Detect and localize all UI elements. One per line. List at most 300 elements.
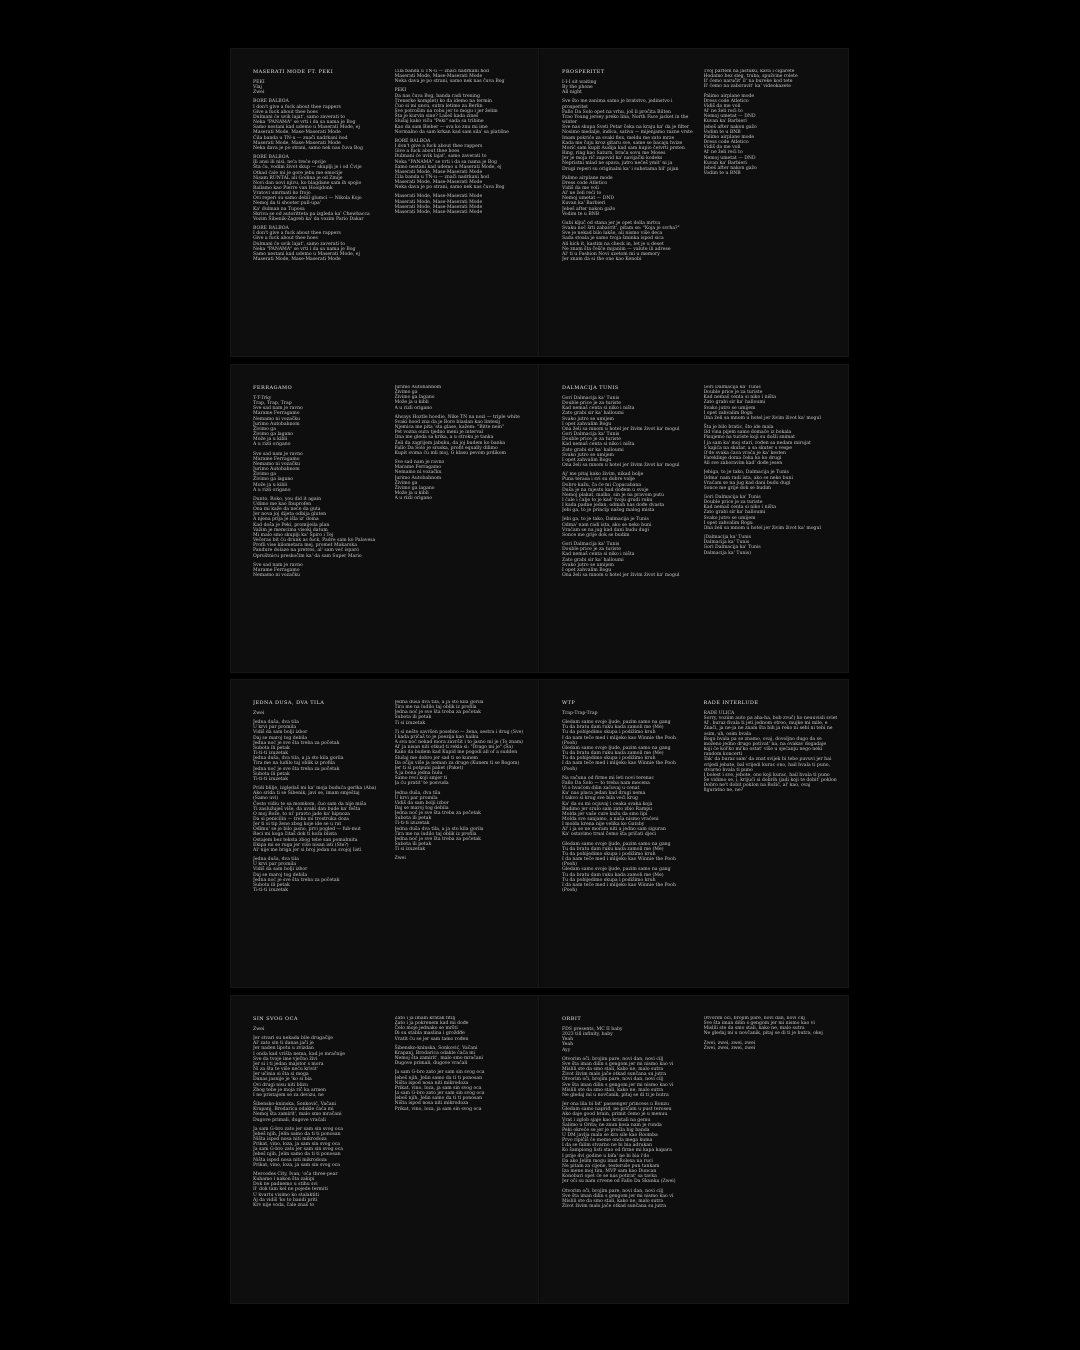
lyric-line: Šalimo u Orita; ne znun kosa nam je runda xyxy=(562,1122,662,1128)
lyric-line: Ali kick it, kastim na check in, let je u deset xyxy=(562,241,664,247)
lyric-line: Odma' nam radi ista, ako se neko buni xyxy=(703,475,793,481)
lyric-line: Dress code Atletico xyxy=(703,140,749,146)
lyric-line: Gori Dalmacija ka' Tunis xyxy=(703,494,761,500)
lyric-line: Give a fuck about thee hoes xyxy=(253,109,318,115)
lyric-line: Trap, Trap, Trap xyxy=(253,401,292,407)
lyrics-stanza xyxy=(253,155,387,222)
lyric-line: Double price je za turiste xyxy=(703,390,763,396)
lyric-line: Šta je kurvin sine? Lašeš kada zineš xyxy=(394,114,479,120)
lyric-line: Mercedes City, Ivan, 'oča three-pear xyxy=(253,1171,338,1177)
lyric-line: Tu da pobijedimo skupa i podižimo kruh xyxy=(562,851,656,857)
lyric-line: U krvi par promila xyxy=(253,725,297,731)
lyric-line: Šibensko-kninska, Sonković, Vačani xyxy=(394,1045,478,1051)
lyric-line: Tu da pobijedimo skupa i podižimo kruh xyxy=(562,877,656,883)
lyrics-stanza xyxy=(704,495,838,531)
lyric-line: Ona mi kaže da neće da guta xyxy=(253,507,321,513)
lyrics-stanza xyxy=(253,563,387,578)
lyric-line: Na računa od firme mi leti novi terenac xyxy=(562,775,655,781)
song-title: WTP xyxy=(562,700,576,706)
lyric-line: Ostajem bez teksta zbog tebe san pomahnita xyxy=(253,837,358,843)
lyric-line: vrijedi jebate, bal vrijedi kurac ono, hail hvala ti puno, xyxy=(703,762,830,768)
lyric-line: Nemamo ni vozačku xyxy=(253,573,301,578)
lyric-line: Jebi ga, to je tako, Dalmacija je Tunis xyxy=(562,517,649,523)
lyric-line: Hodamo bez sleg, truba, spužvine rolete xyxy=(703,74,798,80)
lyrics-column xyxy=(395,69,529,352)
lyrics-stanza xyxy=(704,711,838,794)
booklet-page-right xyxy=(539,49,847,356)
lyrics-stanza xyxy=(253,80,387,95)
lyrics-stanza xyxy=(562,711,696,716)
lyric-line: Maserati Mode, Mase-Maserati Mode xyxy=(253,257,341,262)
lyric-line: Jebeš after nakon gažo xyxy=(703,165,757,171)
lyric-line: Neka "PANAMA" se vrti i da sa nama je Bog xyxy=(253,120,356,126)
lyric-line: I ne pristajem se za devizu, ne xyxy=(253,1092,324,1098)
lyric-line: Otvorim oči, brojim pare, novi dan, novi cilj xyxy=(562,1077,664,1083)
lyric-line: Vidiš da me voli xyxy=(562,185,599,191)
lyrics-stanza xyxy=(562,176,696,217)
lyric-line: Želi da zagrijem jabuku, da joj budem ko banka xyxy=(394,440,506,446)
lyric-line: Jer ti si potpuni paket (Paket) xyxy=(394,765,464,771)
lyric-line: U krvi par promila xyxy=(253,862,297,868)
lyric-line: Nisam RUNTAL ali Godina je od Zmije xyxy=(253,175,343,181)
lyric-line: Neka "PANAMA" se vrti i da sa nama je Bog xyxy=(253,246,356,252)
lyric-line: Prvo ripičiš će meme onda mega kuma xyxy=(562,1138,653,1144)
lyric-line: Fallo Da Solo je sruska, profit equally dilimo xyxy=(394,445,498,451)
lyric-line: S kajića na skutar, a sa skuter s vespe xyxy=(703,445,792,451)
lyric-line: (Samo uvi) xyxy=(253,796,279,802)
lyric-line: Še vidimo se, i, krijući si dobrih (jadi koji te dobit' poklon xyxy=(703,778,837,784)
lyric-line: Marame Ferragamo xyxy=(253,456,300,462)
lyrics-column xyxy=(253,1016,387,1299)
lyric-line: Može ja u kibli xyxy=(253,482,288,488)
lyric-line: BORE BALBOA xyxy=(253,99,289,105)
lyric-line: Kako da budem kad Kupid me pogodi all of a sudden xyxy=(394,750,518,756)
lyric-line: I prije dvi godine u bifa' ne bi bia i'do xyxy=(562,1153,650,1159)
lyric-line: Jurimo Autobahnom xyxy=(253,421,300,427)
lyric-line: Ja ću pratit' te posvuda xyxy=(394,781,449,787)
lyrics-stanza xyxy=(395,194,529,215)
lyric-line: Ja sam G-bro zato jer sam sin svog oca xyxy=(394,1091,485,1097)
lyric-line: Da nas čuva Bog, banda radi trening xyxy=(394,93,480,99)
lyric-line: prosperitet xyxy=(562,104,588,110)
lyric-line: I onda kad vrišla nema, kad je mračnije xyxy=(253,1051,346,1057)
lyric-line: Vratovi umrmati ko frojo xyxy=(253,191,311,197)
song-title: PROSPERITET xyxy=(562,69,605,75)
lyric-line: A njena prija je išla iz' doma xyxy=(253,517,319,523)
lyric-line: Sonce me grije dok se budim xyxy=(703,485,772,491)
lyric-line: A ja bona jedna hulu xyxy=(394,771,443,777)
booklet-spread xyxy=(231,365,848,672)
lyrics-stanza xyxy=(562,99,696,171)
song-title: ORBIT xyxy=(562,1016,582,1022)
lyric-line: Zwei xyxy=(253,90,265,96)
lyric-line: Mislili ste da smo stali, kako ne, malo sutra xyxy=(562,1067,664,1073)
lyrics-stanza xyxy=(562,720,696,772)
lyric-line: Zwei, zwei, zwei, zwei xyxy=(703,1040,756,1046)
lyric-line: Slušaj me dobro jer sad ti se kunem xyxy=(394,755,479,761)
lyric-line: Double price je za turiste xyxy=(703,500,763,506)
booklet-spread xyxy=(231,996,848,1303)
lyric-line: Al' ne želi reći to xyxy=(562,191,602,197)
lyric-line: Neka dava je po strani, samo nek nas čuva Bog xyxy=(394,185,505,191)
lyric-line: T-T-Trky xyxy=(253,396,272,401)
lyric-line: Il' ćemo naručit' il' na burekе kod tete xyxy=(703,79,793,85)
lyric-line: Šibensko-kninska, Sonković, Vačani xyxy=(253,1102,337,1108)
lyric-line: Nemamo ni vozačku xyxy=(394,470,442,476)
lyrics-stanza xyxy=(562,80,696,95)
lyric-line: Odma' nam radi ista, ako se neko buni xyxy=(562,522,652,528)
lyric-line: Vraćam se na jug kad dani budu dugi xyxy=(703,480,791,486)
lyric-line: Prikat, vino, loza, ja sam sin svog oca xyxy=(253,1142,341,1148)
lyric-line: Živimo ga lagano xyxy=(253,477,294,483)
lyric-line: Sve šta iman dilin s gengom jer mi nismo kao vi xyxy=(703,1021,815,1027)
lyrics-column xyxy=(395,700,529,983)
lyric-line: Il' ćemo na zaboravit' ka' videokazete xyxy=(703,84,791,90)
lyrics-stanza xyxy=(704,385,838,421)
lyric-line: Zato i ja imam kratak fitilj xyxy=(394,1016,456,1021)
lyric-line: Nemoj šta zamirit', malo smo mračani xyxy=(394,1056,484,1062)
lyric-line: Živimo ga xyxy=(253,426,276,432)
lyric-line: Svaki hood zna da je Bore blaslan kao lintesij xyxy=(394,419,501,425)
lyric-line: Sve potrošim na robu jer to mogu i jer želim xyxy=(394,109,498,115)
lyric-line: Fallo Da Solo — to treba nam mecena xyxy=(562,780,650,786)
lyric-line: Jedna noć je sve šta treba za početak xyxy=(394,811,481,817)
lyric-line: Kad doša je Peki, promijeila plan xyxy=(253,522,330,528)
lyric-line: Važim je memcima visoki datum xyxy=(253,527,328,533)
lyrics-column xyxy=(704,700,838,983)
lyric-line: U kvartu visimo ko stalaktiti xyxy=(253,1192,319,1198)
lyric-line: Gubi ključ od stana jer je opet dolla mrtva xyxy=(562,220,661,226)
lyric-line: Gledam samo napriđ, ne pričam u pust teroseu xyxy=(562,1107,672,1113)
lyric-line: Subota ili petak xyxy=(394,816,432,822)
booklet-page-left xyxy=(231,365,539,672)
lyric-line: Al' zato sin ti danas jači je xyxy=(253,1041,314,1047)
lyric-line: Ćila banda u TN-u — znači nadrkani hod xyxy=(394,69,489,74)
lyric-line: Jer stvari su nekada bile drugačije xyxy=(253,1036,334,1042)
lyrics-stanza xyxy=(704,535,838,556)
lyric-line: Subota ili petak xyxy=(394,842,432,848)
lyrics-stanza xyxy=(253,452,387,493)
lyric-line: Svako jutro se umijem xyxy=(562,562,614,568)
lyric-line: Krapanj, Brodarica odakle ćaća mi xyxy=(253,1107,334,1113)
lyric-line: Vlaj xyxy=(253,85,262,91)
lyric-line: Kad nemaš centa si niko i ništa xyxy=(703,505,776,511)
lyric-line: Double price je za turiste xyxy=(562,547,621,553)
lyric-line: Otkad ćale mi je gore jebu me emocije xyxy=(253,170,343,176)
lyric-line: Čelo moje jednako se mrští xyxy=(394,1026,458,1032)
lyric-line: I-I-I sit waiting xyxy=(562,80,597,85)
lyric-line: Prikat, vino, loza, ja sam sin svog oca xyxy=(394,1106,482,1112)
lyric-line: (Pooh) xyxy=(562,740,577,746)
lyric-line: Marame Ferragamo xyxy=(253,411,300,417)
lyrics-stanza xyxy=(704,470,838,491)
lyric-line: Ballamo kao Pierre van Hooijdonk xyxy=(253,185,333,191)
lyric-line: Zato grabi sir ka' halloumi xyxy=(703,510,766,516)
lyric-line: Sve šta iman dilin s gengom jer mi nismo kao vi xyxy=(562,1082,674,1088)
lyric-line: Jebiga, to je tako, Dalmacija je Tunis xyxy=(703,470,789,476)
lyric-line: Može ja u kibli xyxy=(394,490,429,496)
lyric-line: Maserati Mode, Mase-Maserati Mode xyxy=(394,74,483,80)
lyric-line: Al' ja nisan niti otkud ti rekla si: "Drago mi je" (Ša) xyxy=(394,745,513,751)
lyric-line: Jebeš njih, Jelin samo da ti ti ponosan xyxy=(253,1152,341,1158)
lyric-line: Il' dok tam kel ne pojede termiti xyxy=(253,1187,328,1193)
lyric-line: Živimo ga lagano xyxy=(394,395,435,401)
lyric-line: Kao da sam Bieber — sva ko znu mi ime xyxy=(394,124,488,130)
lyric-line: Ćila banda u TN-u — znači nadrkani hod xyxy=(394,174,489,180)
lyric-line: Ka' da su mi ocjuvaj i ceaka svaka koja xyxy=(562,801,653,807)
lyric-line: Vidiš da me voli xyxy=(703,103,741,109)
lyrics-stanza xyxy=(253,1127,387,1168)
lyric-line: Sonce me grije dok se budim xyxy=(562,532,630,538)
lyric-line: Jer je moja rič zapovid ka' navijački kodeks xyxy=(562,156,663,162)
lyrics-column xyxy=(395,1016,529,1299)
lyric-line: Dalmacija ka' Tunis) xyxy=(703,550,751,556)
lyric-line: Tvoj parfem na jastuku, kava i cigarete xyxy=(703,69,795,74)
lyric-line: Fareklinje doma čeka ko ko drugi xyxy=(703,456,782,462)
lyric-line: Subota ili petak xyxy=(253,745,290,751)
lyric-line: PEKI xyxy=(253,80,265,85)
lyric-line: I molda krena nije velika ko Gatsby xyxy=(562,822,645,828)
lyrics-stanza xyxy=(253,786,387,853)
lyric-line: Yeah xyxy=(562,1037,574,1043)
lyric-line: Al' ne želi reći to xyxy=(703,109,743,115)
booklet-page-right xyxy=(539,996,847,1303)
lyric-line: Tu da pobijedimo skupa i podižimo kruh xyxy=(562,756,656,762)
lyric-line: Ti zaslužuješ više, da uvaki dan bude ka' fešta xyxy=(253,806,361,812)
lyric-line: Kad nemaš centa si niko i ništa xyxy=(562,552,635,558)
lyric-line: Otvorim oči, brojim pare, novi dan, novi cilj xyxy=(703,1016,805,1021)
lyric-line: Jebeš njih, Jelin samo da ti ti ponosan xyxy=(394,1075,483,1081)
lyric-line: Večeras bit ću drunk as fuck, Padre sam ko Palavesa xyxy=(253,538,376,544)
booklet-page-left xyxy=(231,680,539,987)
lyric-line: Dok ne padnemo u stihu svi xyxy=(253,1182,318,1188)
lyrics-stanza xyxy=(395,730,529,787)
lyric-line: Znači, ja ne-ja ne znam šta bih ja reko ni sebi ni tebi ne xyxy=(703,726,833,732)
lyric-line: Sve što me zanima samo je bratstvo, jedinstvo i xyxy=(562,99,673,105)
lyric-line: Sve sad nam je ravno xyxy=(253,451,303,457)
lyric-line: Zwei xyxy=(394,856,406,862)
lyric-line: I da nam teče med i mlijeko kao Winnie the Pooh xyxy=(562,882,676,888)
lyrics-stanza xyxy=(562,396,696,468)
lyric-line: Gledam samo svoje ljude, pazim samo na gang xyxy=(562,745,671,751)
lyric-line: Neka dava je po strani, samo nek nas čuva Bog xyxy=(253,145,363,151)
lyric-line: figuratno ne, ne? xyxy=(703,788,744,794)
lyric-line: BORE BALBOA xyxy=(394,138,431,144)
lyric-line: Nemamo ni vozačku xyxy=(253,416,301,422)
lyric-line: Ti-ti-ti izuzetak xyxy=(253,888,289,893)
lyric-line: Kad nemaš centa si niko i ništa xyxy=(703,395,776,401)
lyric-line: Give a fuck about thee hoes xyxy=(253,236,318,242)
lyric-line: Peki okreće se jer je prošla big banda xyxy=(562,1127,650,1133)
lyric-line: Mislili ste da smo stali, kako ne, malo sutra xyxy=(562,1198,664,1204)
booklet-spread xyxy=(231,680,848,987)
lyrics-stanza xyxy=(395,700,529,726)
lyric-line: Da očiju više ja neman za druge (Kunem ti se Bogom) xyxy=(394,760,520,766)
lyric-line: Vodim te u BNB xyxy=(703,129,741,135)
lyrics-stanza xyxy=(395,69,529,84)
lyric-line: Nemoj plakat, malko, sin je na pravom putu xyxy=(562,492,664,498)
lyric-line: Zato i ja pokrenem kad mi dođe xyxy=(394,1021,469,1027)
lyric-line: Gledam samo svoje ljude, pazim samo na gang xyxy=(562,720,671,726)
lyric-line: Konobari opet će se nas potirat' sa tavka xyxy=(562,1174,657,1180)
lyric-line: Jer naden lipotu u zvizdan xyxy=(253,1046,314,1052)
lyric-line: Al' i ja se ne moram niti a jedno sam siguran xyxy=(562,827,666,833)
lyrics-stanza xyxy=(562,517,696,538)
lyric-line: Sve da tvoje ime vječno živi xyxy=(253,1056,318,1062)
lyric-line: Gori Dalmacija ka' Tunis xyxy=(703,545,761,551)
lyric-line: Ti si izuzetak xyxy=(394,720,426,726)
lyric-line: A sva noć nekad mora završit i to jasno mi je (To znam) xyxy=(394,740,523,746)
lyric-line: O'de svaka ćava vraća je ka' kesten xyxy=(703,450,786,456)
lyric-line: Živimo ga xyxy=(394,480,418,486)
lyric-line: Pisujemo na turiste koji su došli snimat xyxy=(703,435,795,441)
lyrics-stanza xyxy=(253,497,387,559)
lyrics-stanza xyxy=(253,857,387,893)
lyric-line: Tira me na ludilo taj oblik iz profila xyxy=(394,831,477,837)
lyric-line: Ona želi sa mnom u hotel jer živim život ka' mogul xyxy=(562,573,680,578)
lyric-line: Ona želi sa mnom u hotel jer živim život ka' mogul xyxy=(562,463,680,469)
lyric-line: Imam pokriće za svaki flex, meldu me zato mrze xyxy=(562,135,675,141)
lyric-line: Zwei xyxy=(253,1027,265,1032)
lyric-line: BORE BALBOA xyxy=(253,226,289,232)
lyrics-stanza xyxy=(253,226,387,262)
lyric-line: 2023 till infinity, baby xyxy=(562,1032,613,1038)
lyric-line: Ja sam G-bro zato jer sam sin svog oca xyxy=(253,1147,344,1153)
lyric-line: A u rizli origano xyxy=(253,487,291,493)
lyric-line: Tu da bratu dam ruku kada zamoli me (Me) xyxy=(562,751,664,757)
lyric-line: Jebeš after nakon gažo xyxy=(562,206,616,212)
lyric-line: Zwei xyxy=(253,711,265,716)
lyric-line: Kad nemaš centa si niko i ništa xyxy=(562,442,635,448)
lyric-line: Ka' ostavimo trnal čemo šta pričati djeci xyxy=(562,832,657,838)
lyric-line: By the phone xyxy=(562,85,593,91)
lyric-line: Može ja u kibli xyxy=(253,437,288,443)
lyric-line: winter xyxy=(562,120,578,126)
lyrics-stanza xyxy=(253,99,387,151)
lyrics-stanza xyxy=(704,94,838,177)
lyrics-stanza xyxy=(395,1070,529,1111)
lyric-line: Aj' me pitaj kako živim, nikad bolje xyxy=(562,472,644,478)
lyric-line: Vratit ću se jer sam tamo rođen xyxy=(394,1036,469,1042)
lyric-line: Bogu hvala pa se znamo, ovaj, dovoljno dugo da se xyxy=(703,736,822,742)
lyric-line: Jer nova joj dijeta odbija gluten xyxy=(253,512,327,518)
lyric-line: Vodim te u BNB xyxy=(562,211,600,217)
lyric-line: Dulmani će uvik lajat', samo zaverati to xyxy=(253,114,345,120)
lyric-line: Jebeš njih, Jelin samo da ti ti ponosan xyxy=(253,1131,341,1137)
lyric-line: Trenerke komplet) ko da idemo na termin xyxy=(394,98,493,104)
lyric-line: Maserati Mode, Mase-Maserati Mode xyxy=(394,169,483,175)
lyric-line: Maserati Mode, Mase-Maserati Mode xyxy=(253,140,341,146)
lyric-line: Krapanj, Brodarica odakle ćaća mi xyxy=(394,1050,476,1056)
lyric-line: Da ako Jelim mogu imat Rolexa na ruci xyxy=(562,1158,653,1164)
lyric-line: Jebeš after nakon gažo xyxy=(703,124,757,130)
lyric-line: Često vidiu te sa momkom, ćuo sam da nije miša xyxy=(253,801,367,807)
lyric-line: Jer učinia si šta si moga xyxy=(253,1072,309,1078)
lyric-line: Morić sam kupit Audija kad sam kupio četvrti prsten xyxy=(562,145,685,151)
lyric-line: Ne pitam za cijene, testeruše pun tankam xyxy=(562,1163,660,1169)
lyric-line: Ti si nešto savršen posebno — žena, sestra i drug (Sve) xyxy=(394,729,524,735)
lyric-line: Prikat, vino, loza, ja sam sin svog oca xyxy=(394,1085,482,1091)
lyric-line: Palimo airplane mode xyxy=(703,134,755,140)
lyric-line: FDS presents, MC II baby xyxy=(562,1027,623,1032)
lyric-line: Sve sad nam je ravno xyxy=(394,460,445,466)
lyric-line: Molda sve sanjamo, a naša nismo vraćeni xyxy=(562,816,659,822)
lyric-line: Skriva se od autoritteta pa izgleda ka' Chewbacca xyxy=(253,211,370,217)
lyric-line: A u rizli origano xyxy=(253,442,291,448)
lyric-line: Yeah xyxy=(562,1042,574,1048)
lyric-line: Pet vozna oura tjedno meni je interval xyxy=(394,430,484,436)
lyric-line: Od vina pijem samo domaće iz bokala xyxy=(703,430,792,436)
song-title: DALMACIJA TUNIS xyxy=(562,385,619,391)
lyrics-stanza xyxy=(253,1102,387,1123)
lyric-line: Pandure dolaze na pretres, al' sam već isparo xyxy=(253,548,360,554)
lyrics-stanza xyxy=(562,842,696,894)
lyric-line: Ako daje good brain, primit ćemo je u menuu xyxy=(562,1112,668,1118)
lyric-line: Subota ili petak xyxy=(394,715,432,721)
lyrics-column xyxy=(562,69,696,352)
lyric-line: Sve šta iman dilin s gengom jer mi nismo kao vi xyxy=(562,1193,674,1199)
lyric-line: Nemoj šta zamirit', malo smo mračani xyxy=(253,1112,342,1118)
lyric-line: Duša je na mjestu kad dođem u svoje xyxy=(562,487,649,493)
lyrics-column xyxy=(704,385,838,668)
lyrics-stanza xyxy=(253,711,387,716)
lyric-line: Ovi drugi nisu niti blizu xyxy=(253,1082,308,1088)
lyric-line: Trap-Trap-Trap xyxy=(562,711,598,716)
lyric-line: I opet zahvalim Bogu xyxy=(562,567,612,573)
lyrics-column xyxy=(253,385,387,668)
lyrics-column xyxy=(562,385,696,668)
lyric-line: Maserati Mode, Mase-Maserati Mode xyxy=(253,130,341,136)
lyric-line: Zwei, zwei, zwei, zwei xyxy=(703,1045,756,1051)
lyric-line: Odlmu' se je bilo jasno, prvi pogled — fub-mut xyxy=(253,827,361,833)
lyric-line: Svako jutro se umijem xyxy=(562,416,614,422)
lyric-line: Tu da pobijedimo skupa i podižimo kruh xyxy=(562,730,656,736)
lyric-line: Tu da bratu dam ruku kada zamoli me (Me) xyxy=(562,725,664,731)
lyrics-stanza xyxy=(395,791,529,853)
lyric-line: Opruštnicu preskočim ka' da sam Super Mario xyxy=(253,553,362,559)
lyric-line: Jer si i ti jedan majstor s mora xyxy=(253,1061,324,1067)
lyric-line: Jedna duša, dva tila xyxy=(253,857,299,863)
lyric-line: Ja sam G-bro zato jer sam sin svog oca xyxy=(253,1126,344,1132)
lyric-line: U DM javlja mala se kra sile kao Roomba xyxy=(562,1132,658,1138)
lyric-line: Budimo jer srulo sam zato zbio Rampu xyxy=(562,806,653,812)
lyrics-column xyxy=(562,1016,696,1299)
lyric-line: Gori Dalmacija ka' Tunis xyxy=(562,432,620,438)
lyrics-stanza xyxy=(395,460,529,501)
lyric-line: I da nam teče med i mlijeko kao Winnie the Pooh xyxy=(562,857,676,863)
lyric-line: Samo nestani kad udemo u Maserati Mode, ej xyxy=(394,164,502,170)
lyric-line: Sve nas skupa Sveti Petar čeka na kraju ka' da je filter xyxy=(562,125,690,131)
lyric-line: Double price je za turiste xyxy=(562,437,621,443)
lyric-line: Udimo me kao Ibuprofen xyxy=(253,501,312,507)
lyric-line: Jebeš njih, Jelin samo da ti ti ponosan xyxy=(394,1096,483,1102)
lyric-line: Maserati Mode, Mase-Maserati Mode xyxy=(394,209,483,215)
lyric-line: Tu da bratu dam ruku kada zamoli me (Me) xyxy=(562,872,664,878)
lyrics-stanza xyxy=(562,1102,696,1185)
lyrics-stanza xyxy=(253,720,387,782)
lyric-line: Svako jutro se umijem xyxy=(703,515,756,521)
lyrics-column xyxy=(395,385,529,668)
lyric-line: Jedna duša, dva tila xyxy=(394,790,441,796)
lyric-line: Ona želi sa mnom u hotel jer živim život ka' mogul xyxy=(703,525,821,531)
lyric-line: (Pooh) xyxy=(562,766,577,772)
lyric-line: Zato grabi sir ka' halloumi xyxy=(703,400,766,406)
lyric-line: I opet zahvalim Bogu xyxy=(562,457,612,463)
lyric-line: Neka "PANAMA" se vrti i da sa nama je Bog xyxy=(394,159,497,165)
lyric-line: Ona želi sa mnom u hotel jer živim život ka' mogul xyxy=(703,415,821,421)
lyric-line: Gori Dalmacija ka' Tunis xyxy=(562,396,620,401)
lyric-line: BORE BALBOA xyxy=(253,155,289,161)
